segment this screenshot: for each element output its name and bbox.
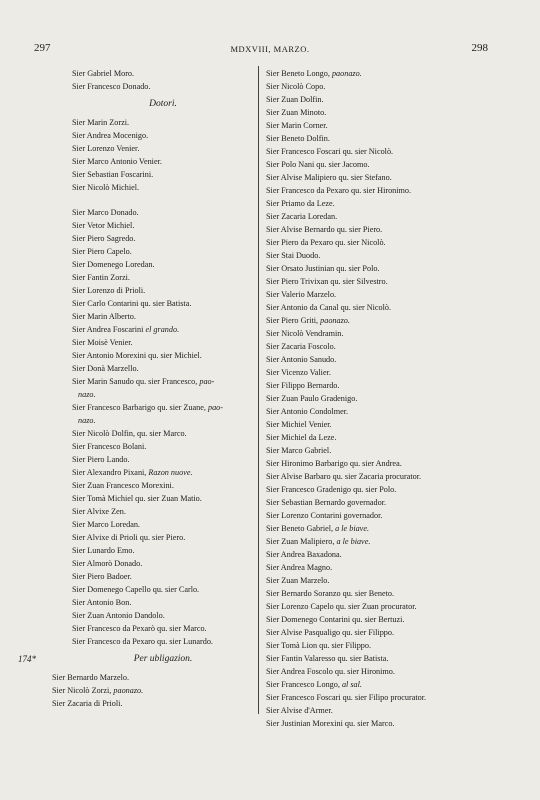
list-item: Sier Bernardo Marzelo.: [52, 673, 130, 682]
list-item: Sier Antonio Sanudo.: [266, 355, 337, 364]
list-item: [32, 684, 254, 697]
dotori-list-4: [32, 427, 254, 466]
list-item: Sier Zacaria di Prioli.: [52, 699, 123, 708]
italic-note: a le biave.: [335, 524, 369, 533]
name-text: Sier Francesco Longo,: [266, 680, 342, 689]
dotori-list-2: [32, 206, 254, 323]
list-item-continuation: [32, 414, 254, 427]
list-item: Sier Antonio Bon.: [72, 598, 132, 607]
italic-note: paonazo.: [331, 69, 362, 78]
list-item: Sier Francesco da Pexarò qu. sier Marco.: [72, 624, 207, 633]
list-item: Sier Moisè Venier.: [72, 338, 133, 347]
name-text: Sier Piero Griti,: [266, 316, 321, 325]
list-item: Sier Alvise Bernardo qu. sier Piero.: [266, 225, 383, 234]
list-item: Sier Francesco Gradenigo qu. sier Polo.: [266, 485, 397, 494]
list-item: Sier Andrea Foscolo qu. sier Hironimo.: [266, 667, 395, 676]
list-item: Sier Piero Badoer.: [72, 572, 132, 581]
italic-note: paonazo.: [113, 686, 144, 695]
name-text: Sier Nicolò Zorzi,: [52, 686, 114, 695]
list-item: Sier Andrea Magno.: [266, 563, 333, 572]
left-column: [18, 67, 254, 710]
list-item: Sier Alvise Malipiero qu. sier Stefano.: [266, 173, 392, 182]
italic-note: a le biave.: [336, 537, 371, 546]
italic-note: nazo.: [78, 390, 96, 399]
list-item: Sier Marco Donado.: [72, 208, 139, 217]
list-item: Sier Valerio Marzelo.: [266, 290, 337, 299]
list-item: Sier Alvise d'Armer.: [266, 706, 333, 715]
dotori-list-5: [32, 479, 254, 648]
margin-number: 174*: [18, 654, 36, 664]
name-text: Sier Beneto Longo,: [266, 69, 332, 78]
list-item: Sier Michiel da Leze.: [266, 433, 337, 442]
list-item: Sier Francesco Foscari qu. sier Nicolò.: [266, 147, 394, 156]
dotori-list-1: [32, 116, 254, 194]
italic-note: al sal.: [341, 680, 362, 689]
list-item: Sier Marco Loredan.: [72, 520, 140, 529]
list-item: Sier Lunardo Emo.: [72, 546, 135, 555]
list-item: [32, 375, 254, 388]
list-item: Sier Domenego Loredan.: [72, 260, 155, 269]
list-item: [32, 466, 254, 479]
right-column: [264, 67, 496, 730]
list-item: Sier Francesco Foscari qu. sier Filipo procurator.: [266, 693, 427, 702]
italic-note: pao-: [207, 403, 223, 412]
list-item: Sier Michiel Venier.: [266, 420, 332, 429]
list-item: Sier Gabriel Moro.: [72, 69, 135, 78]
list-item: Sier Piero da Pexaro qu. sier Nicolò.: [266, 238, 386, 247]
name-text: Sier Beneto Gabriel,: [266, 524, 336, 533]
list-item: Sier Stai Duodo.: [266, 251, 321, 260]
heading-text: Per ubligazion.: [133, 654, 193, 664]
list-item: Sier Tomà Michiel qu. sier Zuan Matio.: [72, 494, 202, 503]
list-item: Sier Antonio Morexini qu. sier Michiel.: [72, 351, 202, 360]
list-item: Sier Tomà Lion qu. sier Filippo.: [266, 641, 372, 650]
list-item: Sier Lorenzo di Prioli.: [72, 286, 146, 295]
list-item: [264, 522, 496, 535]
list-item: Sier Lorenzo Venier.: [72, 144, 140, 153]
list-item: Sier Nicolò Dolfin, qu. sier Marco.: [72, 429, 187, 438]
list-item: Sier Piero Trivixan qu. sier Silvestro.: [266, 277, 388, 286]
name-text: Sier Marin Sanudo qu. sier Francesco,: [72, 377, 200, 386]
list-item: Sier Andrea Baxadona.: [266, 550, 342, 559]
list-item: Sier Alvise Pasqualigo qu. sier Filippo.: [266, 628, 395, 637]
list-item: Sier Nicolò Vendramin.: [266, 329, 344, 338]
list-item: [264, 314, 496, 327]
list-item: Sier Fantin Zorzi.: [72, 273, 130, 282]
list-item: Sier Zuan Paulo Gradenigo.: [266, 394, 358, 403]
list-item: Sier Beneto Dolfin.: [266, 134, 330, 143]
list-item: Sier Sebastian Foscarini.: [72, 170, 154, 179]
list-item: Sier Vetor Michiel.: [72, 221, 135, 230]
list-item: Sier Zuan Dolfin.: [266, 95, 324, 104]
list-item: [264, 67, 496, 80]
name-text: Sier Andrea Foscarini: [72, 325, 146, 334]
list-item: Sier Vicenzo Valier.: [266, 368, 331, 377]
spacer: [32, 194, 254, 206]
dotori-list-3: [32, 336, 254, 375]
list-item: Sier Polo Nani qu. sier Jacomo.: [266, 160, 370, 169]
list-item: Sier Alvixe Zen.: [72, 507, 126, 516]
list-item: Sier Piero Sagredo.: [72, 234, 136, 243]
italic-note: pao-: [199, 377, 215, 386]
heading-ubligazion: [18, 653, 254, 666]
italic-note: nazo.: [78, 416, 96, 425]
italic-note: paonazo.: [320, 316, 350, 325]
list-item: Sier Justinian Morexini qu. sier Marco.: [266, 719, 395, 728]
name-text: Sier Francesco Barbarigo qu. sier Zuane,: [72, 403, 208, 412]
list-item: Sier Lorenzo Contarini governador.: [266, 511, 383, 520]
name-text: Sier Zuan Malipiero,: [266, 537, 337, 546]
list-item: Sier Almorò Donado.: [72, 559, 143, 568]
list-item: [32, 401, 254, 414]
heading-dotori: Dotori.: [149, 99, 177, 109]
italic-note: Razon nuove.: [148, 468, 193, 477]
list-item: Sier Zuan Antonio Dandolo.: [72, 611, 165, 620]
list-item: Sier Nicolò Copo.: [266, 82, 326, 91]
list-item: Sier Carlo Contarini qu. sier Batista.: [72, 299, 192, 308]
list-item: [32, 323, 254, 336]
list-item: Sier Filippo Bernardo.: [266, 381, 340, 390]
list-item: Sier Priamo da Leze.: [266, 199, 335, 208]
list-item: Sier Zacaria Loredan.: [266, 212, 338, 221]
list-item: Sier Alvise Barbaro qu. sier Zacaria procurator.: [266, 472, 422, 481]
list-item: Sier Francesco Bolani.: [72, 442, 147, 451]
list-item: Sier Fantin Valaresso qu. sier Batista.: [266, 654, 389, 663]
list-item: Sier Orsato Justinian qu. sier Polo.: [266, 264, 380, 273]
list-item: Sier Andrea Mocenigo.: [72, 131, 149, 140]
list-item: Sier Antonio Condolmer.: [266, 407, 349, 416]
list-item: Sier Marco Gabriel.: [266, 446, 332, 455]
list-item: Sier Bernardo Soranzo qu. sier Beneto.: [266, 589, 395, 598]
page-number-right: 298: [471, 42, 488, 54]
list-item: Sier Marin Corner.: [266, 121, 328, 130]
right-list-1: [264, 80, 496, 314]
right-list-4: [264, 691, 496, 730]
list-item: Sier Piero Lando.: [72, 455, 130, 464]
column-divider: [258, 66, 259, 714]
list-item: Sier Alvixe di Prioli qu. sier Piero.: [72, 533, 186, 542]
list-item: Sier Piero Capelo.: [72, 247, 132, 256]
list-item: Sier Antonio da Canal qu. sier Nicolò.: [266, 303, 392, 312]
running-title: MDXVIII, MARZO.: [230, 44, 310, 54]
list-item: Sier Zuan Francesco Morexini.: [72, 481, 174, 490]
page-number-left: 297: [34, 42, 51, 54]
list-item: [264, 535, 496, 548]
list-item: Sier Nicolò Michiel.: [72, 183, 140, 192]
list-item: Sier Francesco Donado.: [72, 82, 151, 91]
name-text: Sier Alexandro Pixani,: [72, 468, 149, 477]
list-item: [264, 678, 496, 691]
list-item: Sier Marin Alberto.: [72, 312, 136, 321]
right-list-3: [264, 548, 496, 678]
list-item: Sier Zuan Minoto.: [266, 108, 327, 117]
list-item: Sier Francesco da Pexaro qu. sier Hironimo.: [266, 186, 412, 195]
left-top-list: [32, 67, 254, 93]
list-item: Sier Marco Antonio Venier.: [72, 157, 162, 166]
list-item: Sier Marin Zorzi.: [72, 118, 130, 127]
list-item: Sier Hironimo Barbarigo qu. sier Andrea.: [266, 459, 402, 468]
list-item: Sier Zacaria Foscolo.: [266, 342, 336, 351]
list-item: Sier Domenego Capello qu. sier Carlo.: [72, 585, 200, 594]
list-item: Sier Lorenzo Capelo qu. sier Zuan procurator.: [266, 602, 417, 611]
italic-note: el grando.: [145, 325, 180, 334]
list-item-continuation: [32, 388, 254, 401]
list-item: Sier Sebastian Bernardo governador.: [266, 498, 387, 507]
right-list-2: [264, 327, 496, 522]
list-item: Sier Francesco da Pexaro qu. sier Lunardo.: [72, 637, 213, 646]
list-item: Sier Donà Marzello.: [72, 364, 139, 373]
list-item: Sier Zuan Marzelo.: [266, 576, 330, 585]
list-item: Sier Domenego Contarini qu. sier Bertuzi.: [266, 615, 405, 624]
